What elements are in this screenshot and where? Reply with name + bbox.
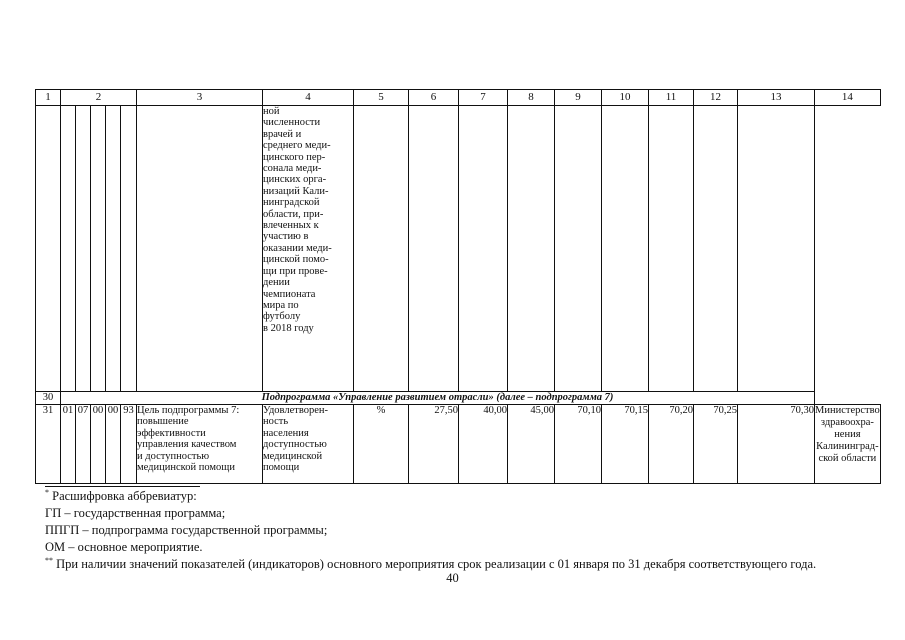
header-cell: 1 (36, 90, 61, 106)
code-cell (91, 106, 106, 392)
table-cell (354, 106, 409, 392)
value-cell: 40,00 (459, 405, 508, 484)
footnote-ppgp: ППГП – подпрограмма государственной программы; (45, 523, 328, 537)
header-cell: 12 (694, 90, 738, 106)
table-cell (738, 106, 815, 392)
continuation-row (36, 106, 881, 392)
table-cell (694, 106, 738, 392)
table-cell (137, 106, 263, 392)
unit-cell: % (354, 405, 409, 484)
header-cell: 2 (61, 90, 137, 106)
section-row (36, 392, 881, 405)
header-cell: 8 (508, 90, 555, 106)
value-cell: 45,00 (508, 405, 555, 484)
table-cell (555, 106, 602, 392)
table-cell (409, 106, 459, 392)
header-cell: 4 (263, 90, 354, 106)
header-cell: 3 (137, 90, 263, 106)
code-cell: 00 (106, 405, 121, 484)
footnote-marker: * (45, 487, 49, 497)
row-number: 31 (36, 405, 61, 484)
table-row (36, 405, 881, 484)
code-cell: 07 (76, 405, 91, 484)
footnote-gp: ГП – государственная программа; (45, 506, 226, 520)
table-cell (508, 106, 555, 392)
table-cell (649, 106, 694, 392)
indicator-name: Удовлетворен- ность населения доступностью медицинской помощи (263, 405, 354, 484)
footnote-divider (45, 486, 200, 487)
header-row (36, 90, 881, 106)
code-cell (61, 106, 76, 392)
footnote-marker: ** (45, 555, 53, 565)
subprogram-title: Подпрограмма «Управление развитием отрасли» (далее – подпрограмма 7) (61, 392, 815, 405)
header-cell: 11 (649, 90, 694, 106)
header-cell: 14 (815, 90, 881, 106)
value-cell: 70,15 (602, 405, 649, 484)
code-cell (121, 106, 137, 392)
footnote-note: При наличии значений показателей (индикаторов) основного мероприятия срок реализации с 01 января по 31 декабря соответствующего года. (56, 557, 817, 571)
table-cell (36, 106, 61, 392)
indicator-name-continued: ной численности врачей и среднего меди- цинского пер- сонала меди- цинских орга- низаций Кали- нинградской области, при- влеченных к участию в оказании меди- цинской помо- щи при прове- дении чемпионата мира по футболу в 2018 году (263, 106, 354, 392)
table-cell (602, 106, 649, 392)
value-cell: 70,30 (738, 405, 815, 484)
value-cell: 70,10 (555, 405, 602, 484)
goal-text: Цель подпрограммы 7: повышение эффективности управления качеством и доступностью медицинской помощи (137, 405, 263, 484)
code-cell: 93 (121, 405, 137, 484)
page-number: 40 (446, 571, 459, 585)
indicators-table (35, 89, 881, 484)
value-cell: 27,50 (409, 405, 459, 484)
header-cell: 10 (602, 90, 649, 106)
header-cell: 7 (459, 90, 508, 106)
footnote-title-line (45, 488, 816, 505)
footnote-title: Расшифровка аббревиатур: (52, 489, 197, 503)
header-cell: 5 (354, 90, 409, 106)
header-cell: 13 (738, 90, 815, 106)
header-cell: 9 (555, 90, 602, 106)
code-cell (106, 106, 121, 392)
header-cell: 6 (409, 90, 459, 106)
table-cell (459, 106, 508, 392)
code-cell: 00 (91, 405, 106, 484)
row-number: 30 (36, 392, 61, 405)
code-cell: 01 (61, 405, 76, 484)
value-cell: 70,25 (694, 405, 738, 484)
code-cell (76, 106, 91, 392)
footnotes (45, 488, 816, 573)
responsible-executor: Министерство здравоохра- нения Калининград- ской области (815, 405, 881, 484)
footnote-om: ОМ – основное мероприятие. (45, 540, 203, 554)
value-cell: 70,20 (649, 405, 694, 484)
